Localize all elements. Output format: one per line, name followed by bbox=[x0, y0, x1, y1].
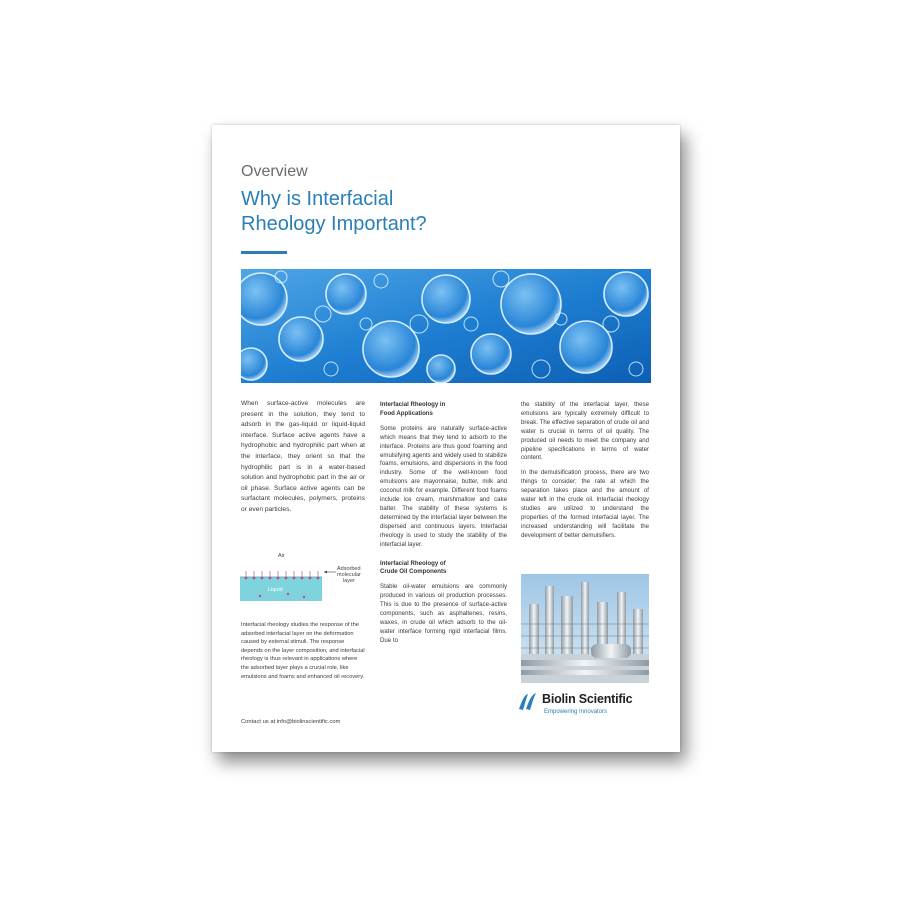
food-heading bbox=[380, 401, 507, 419]
foam-bubbles-graphic bbox=[241, 269, 651, 383]
foam-hero-image bbox=[241, 269, 651, 383]
section-label: Overview bbox=[241, 163, 308, 180]
intro-paragraph: When surface-active molecules are present in the solution, they tend to adsorb in the gas-liquid or liquid-liquid interface. Surface active agents have a hydrophobic and hydrophilic part when at the interface, they orient so that the hydrophilic part is in a water-based solution and hydrophobic part in the air or oil phase. Surface active agents can be surfactant molecules, polymers, proteins or even particles. bbox=[241, 400, 365, 513]
brand-name: Biolin Scientific bbox=[542, 692, 633, 706]
food-heading-line-1: Interfacial Rheology in bbox=[380, 401, 446, 408]
food-paragraph: Some proteins are naturally surface-active which means that they tend to adsorb to the interface. Proteins are thus good foaming and emulsifying agents and widely used to stabilize foams, emulsions, and dispersions in the food industry. Some of the well-known food emulsions are mayonnaise, butter, milk and coconut milk for example. Different food foams include ice cream, marshmallow and cake batter. The stability of these systems is determined by the interfacial layer between the dispersed and continuous layers. Interfacial rheology is used to study the stability of the interfacial layer. bbox=[380, 424, 507, 548]
column-1 bbox=[241, 399, 365, 522]
crude-oil-heading-line-2: Crude Oil Components bbox=[380, 568, 447, 576]
adsorbed-label-3: layer bbox=[343, 578, 355, 584]
brand-tagline: Empowering Innovators bbox=[544, 709, 608, 715]
column-3 bbox=[521, 401, 649, 547]
page-title bbox=[241, 187, 541, 237]
liquid-label: Liquid bbox=[268, 587, 283, 593]
crude-oil-heading bbox=[380, 560, 507, 578]
brand-logo bbox=[516, 691, 656, 721]
title-line-1: Why is Interfacial bbox=[241, 188, 394, 210]
adsorbed-layer-graphic bbox=[240, 550, 366, 612]
demulsification-paragraph: In the demulsification process, there are two things to consider; the rate at which the separation takes place and the amount of water left in the crude oil. Interfacial rheology studies are utilized to understand the properties of the formed interfacial layer. The increased understanding will facilitate the development of better demulsifiers. bbox=[521, 469, 649, 539]
refinery-photo bbox=[521, 574, 649, 683]
contact-text: Contact us at info@biolinscientific.com bbox=[241, 719, 341, 725]
diagram-caption: Interfacial rheology studies the response of the adsorbed interfacial layer on the deformation caused by external stimuli. The response depends on the layer composition, and interfacial rheology is thus relevant in applications where the adsorbed layer plays a crucial role, like emulsions and foams and enhanced oil recovery. bbox=[241, 622, 365, 680]
refinery-graphic bbox=[521, 574, 649, 683]
stability-paragraph: the stability of the interfacial layer, these emulsions are typically extremely difficult to break. The effective separation of crude oil and water is crucial in terms of oil quality. The produced oil needs to meet the company and pipeline specifications in terms of water content. bbox=[521, 401, 649, 462]
title-underline bbox=[241, 251, 287, 254]
air-label: Air bbox=[278, 553, 285, 559]
column-2 bbox=[380, 401, 507, 652]
adsorbed-label-2: molecular bbox=[337, 572, 361, 578]
food-heading-line-2: Food Applications bbox=[380, 409, 433, 417]
interface-diagram bbox=[240, 550, 366, 612]
title-line-2: Rheology Important? bbox=[241, 213, 427, 235]
adsorbed-label-1: Adsorbed bbox=[337, 566, 361, 572]
biolin-logo-icon bbox=[516, 691, 540, 713]
document-page bbox=[212, 125, 680, 752]
crude-oil-heading-line-1: Interfacial Rheology of bbox=[380, 559, 446, 567]
crude-oil-paragraph: Stable oil-water emulsions are commonly produced in various oil production processes. This is due to the presence of surface-active components, such as asphaltenes, resins, waxes, in crude oil which adsorb to the oil-water interface forming rigid interfacial films. Due to bbox=[380, 583, 507, 644]
